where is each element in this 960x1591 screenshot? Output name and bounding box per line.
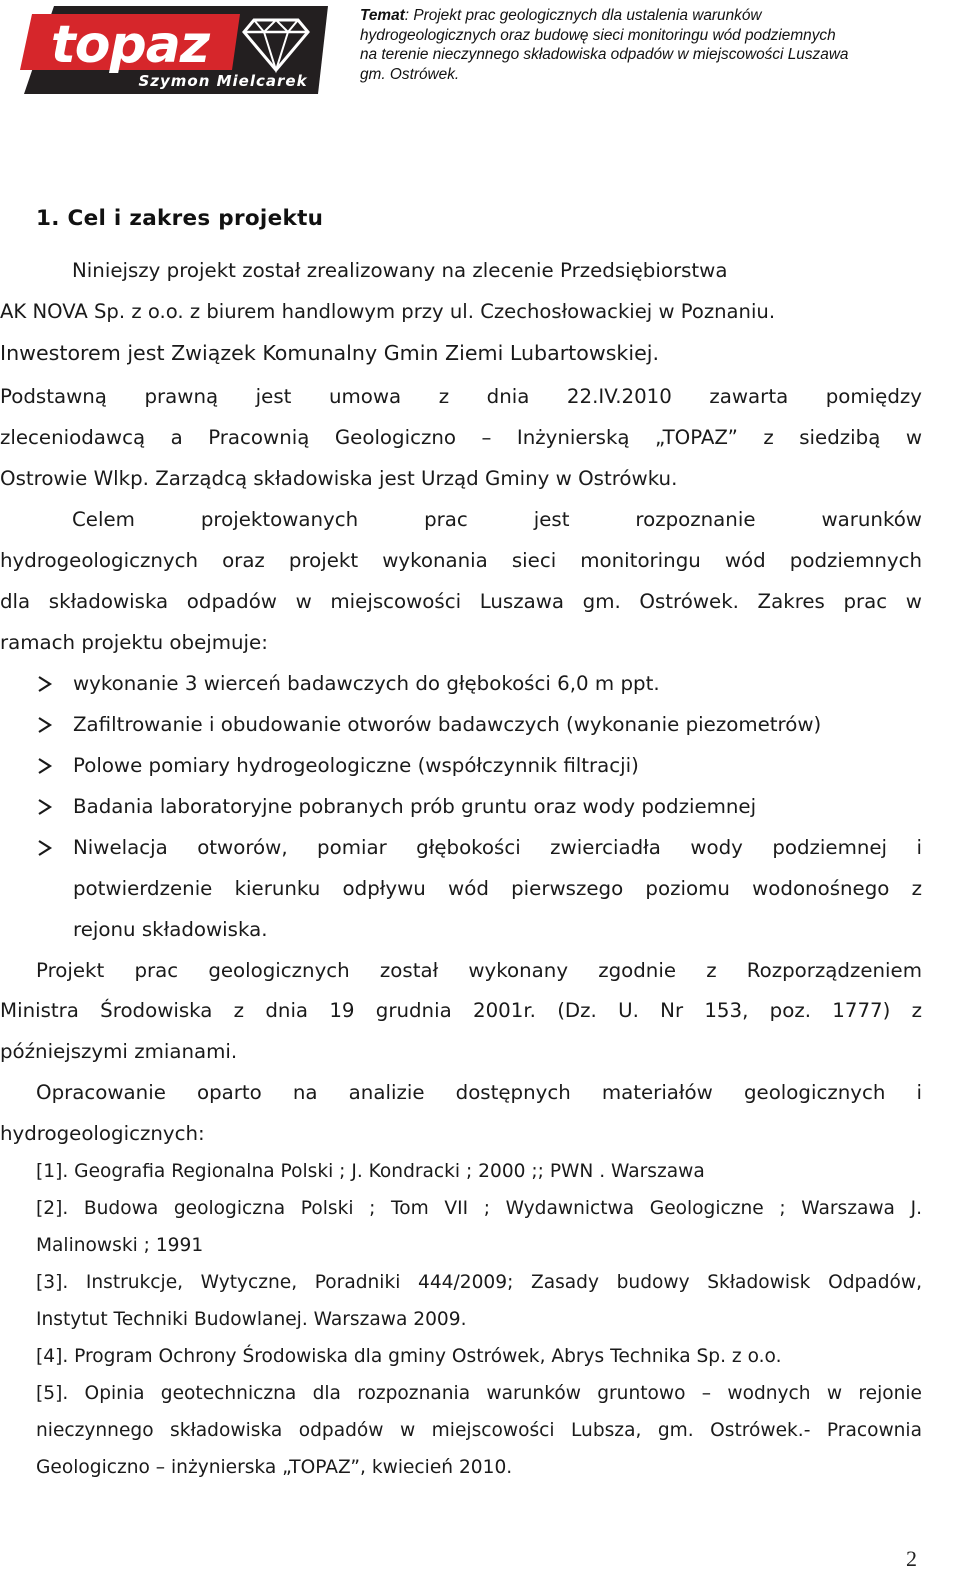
paragraph-line: Ministra Środowiska z dnia 19 grudnia 2001r. (Dz. U. Nr 153, poz. 1777) z bbox=[0, 999, 922, 1022]
arrow-bullet-icon bbox=[36, 713, 54, 737]
document-topic bbox=[360, 6, 950, 84]
paragraph-line: ramach projektu obejmuje: bbox=[0, 631, 268, 654]
paragraph-line: Niniejszy projekt został zrealizowany na zlecenie Przedsiębiorstwa bbox=[72, 259, 728, 282]
reference-item-continuation: Geologiczno – inżynierska „TOPAZ”, kwiecień 2010. bbox=[36, 1457, 513, 1478]
paragraph-line: Podstawną prawną jest umowa z dnia 22.IV.2010 zawarta pomiędzy bbox=[0, 385, 922, 408]
topaz-logo bbox=[18, 6, 328, 94]
reference-item: [5]. Opinia geotechniczna dla rozpoznania warunków gruntowo – wodnych w rejonie bbox=[36, 1383, 922, 1404]
reference-item: [3]. Instrukcje, Wytyczne, Poradniki 444/2009; Zasady budowy Składowisk Odpadów, bbox=[36, 1272, 922, 1293]
section-heading: 1. Cel i zakres projektu bbox=[36, 206, 324, 231]
topic-label: Temat bbox=[360, 7, 405, 24]
paragraph-line: dla składowiska odpadów w miejscowości Luszawa gm. Ostrówek. Zakres prac w bbox=[0, 590, 922, 613]
topic-line-3: na terenie nieczynnego składowiska odpadów w miejscowości Luszawa bbox=[360, 46, 849, 63]
paragraph-line: hydrogeologicznych oraz projekt wykonania sieci monitoringu wód podziemnych bbox=[0, 549, 922, 572]
paragraph-line: Opracowanie oparto na analizie dostępnych materiałów geologicznych i bbox=[36, 1081, 922, 1104]
bullet-item: Badania laboratoryjne pobranych prób gruntu oraz wody podziemnej bbox=[73, 795, 757, 818]
bullet-item: wykonanie 3 wierceń badawczych do głębokości 6,0 m ppt. bbox=[73, 672, 660, 695]
arrow-bullet-icon bbox=[36, 795, 54, 819]
paragraph-line: Projekt prac geologicznych został wykonany zgodnie z Rozporządzeniem bbox=[36, 959, 922, 982]
paragraph-line: zleceniodawcą a Pracownią Geologiczno – Inżynierską „TOPAZ” z siedzibą w bbox=[0, 426, 922, 449]
bullet-item-continuation: rejonu składowiska. bbox=[73, 918, 268, 941]
bullet-item: Niwelacja otworów, pomiar głębokości zwierciadła wody podziemnej i bbox=[73, 836, 922, 859]
arrow-bullet-icon bbox=[36, 754, 54, 778]
reference-item: [4]. Program Ochrony Środowiska dla gminy Ostrówek, Abrys Technika Sp. z o.o. bbox=[36, 1346, 782, 1367]
paragraph-line: Ostrowie Wlkp. Zarządcą składowiska jest Urząd Gminy w Ostrówku. bbox=[0, 467, 678, 490]
arrow-bullet-icon bbox=[36, 836, 54, 860]
paragraph-line: hydrogeologicznych: bbox=[0, 1122, 205, 1145]
logo-subtitle: Szymon Mielcarek bbox=[138, 72, 308, 90]
topic-line-2: hydrogeologicznych oraz budowę sieci monitoringu wód podziemnych bbox=[360, 26, 836, 44]
paragraph-line: Celem projektowanych prac jest rozpoznanie warunków bbox=[72, 508, 922, 531]
bullet-item: Zafiltrowanie i obudowanie otworów badawczych (wykonanie piezometrów) bbox=[73, 713, 822, 736]
reference-item-continuation: Malinowski ; 1991 bbox=[36, 1235, 204, 1256]
topic-line-4: gm. Ostrówek. bbox=[360, 65, 460, 83]
topic-line-1: Temat: Projekt prac geologicznych dla ustalenia warunków bbox=[360, 7, 762, 24]
reference-item-continuation: nieczynnego składowiska odpadów w miejscowości Lubsza, gm. Ostrówek.- Pracownia bbox=[36, 1420, 922, 1441]
bullet-item: Polowe pomiary hydrogeologiczne (współczynnik filtracji) bbox=[73, 754, 639, 777]
logo-wordmark: topaz bbox=[50, 15, 210, 75]
paragraph-line: AK NOVA Sp. z o.o. z biurem handlowym przy ul. Czechosłowackiej w Poznaniu. bbox=[0, 300, 776, 323]
paragraph-line: późniejszymi zmianami. bbox=[0, 1040, 238, 1063]
reference-item-continuation: Instytut Techniki Budowlanej. Warszawa 2009. bbox=[36, 1309, 467, 1330]
reference-item: [1]. Geografia Regionalna Polski ; J. Kondracki ; 2000 ;; PWN . Warszawa bbox=[36, 1161, 705, 1182]
page-number: 2 bbox=[906, 1546, 917, 1571]
paragraph-line: Inwestorem jest Związek Komunalny Gmin Ziemi Lubartowskiej. bbox=[0, 341, 660, 365]
arrow-bullet-icon bbox=[36, 672, 54, 696]
bullet-item-continuation: potwierdzenie kierunku odpływu wód pierwszego poziomu wodonośnego z bbox=[73, 877, 922, 900]
reference-item: [2]. Budowa geologiczna Polski ; Tom VII ; Wydawnictwa Geologiczne ; Warszawa J. bbox=[36, 1198, 922, 1219]
